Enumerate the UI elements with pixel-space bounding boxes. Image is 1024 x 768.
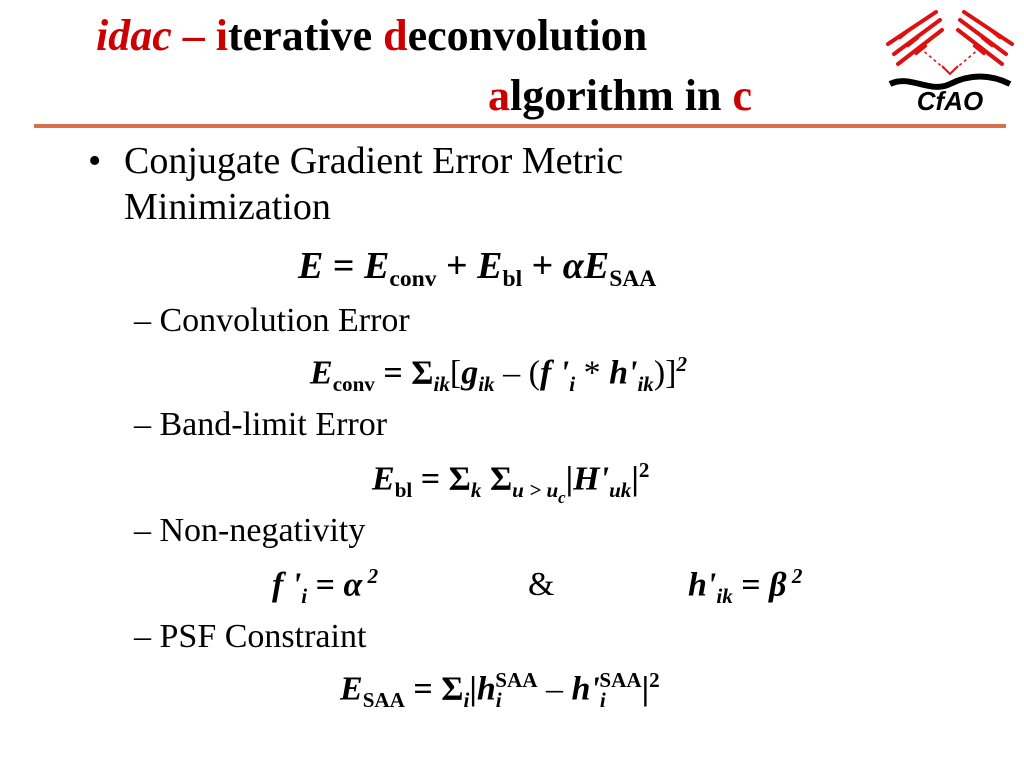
eqn-f-sub: i	[301, 584, 308, 609]
title-c-letter: c	[732, 71, 752, 120]
section-non-negativity: – Non-negativity	[134, 512, 366, 549]
eqb-sigma2: Σ	[481, 460, 513, 498]
eqc-f-sub: i	[569, 372, 576, 397]
eqn-prime: '	[283, 566, 302, 604]
eqb-H: H	[573, 460, 600, 498]
eqc-prime2: '	[628, 354, 638, 392]
title-terative: terative	[228, 11, 384, 60]
slide-title-line-2	[488, 70, 752, 121]
eqb-bar1: |	[565, 460, 574, 498]
eqs-h: h	[476, 670, 496, 708]
cfao-logo	[880, 4, 1020, 116]
eqn-h: h	[688, 566, 707, 604]
eqc-close: )]	[653, 354, 677, 392]
eq-main-E3: E	[583, 245, 610, 287]
eqb-sigma2-sub: u > u	[512, 478, 559, 503]
eqn-eq2: =	[732, 566, 770, 604]
eqb-sigma2-subsub: c	[558, 487, 566, 507]
section-convolution-error: – Convolution Error	[134, 302, 410, 339]
eqc-eq: =	[374, 354, 412, 392]
eq-main-sub-conv: conv	[389, 266, 437, 293]
eqc-g: g	[461, 354, 479, 392]
eqs-h2-sub: i	[599, 688, 606, 713]
eqn-eq1: =	[307, 566, 344, 604]
eqb-prime: '	[599, 460, 610, 498]
eqs-pow: 2	[649, 668, 660, 692]
logo-text: CfAO	[916, 86, 984, 116]
eqc-pow: 2	[676, 352, 688, 376]
eq-main-plus1: +	[436, 245, 478, 287]
equation-non-negativity-f	[272, 564, 378, 609]
eq-main-sub-bl: bl	[502, 266, 523, 293]
equation-non-negativity-h	[688, 564, 802, 609]
eqs-sigma: Σ	[441, 670, 464, 708]
eqc-prime1: '	[551, 354, 570, 392]
eqn-beta: β	[769, 566, 787, 604]
eqs-h2-sup: SAA	[599, 668, 642, 692]
eqn-pow1: 2	[362, 564, 379, 588]
eqs-minus: –	[537, 670, 572, 708]
eqb-pow: 2	[638, 458, 650, 482]
equation-band-limit	[372, 458, 649, 508]
eqc-minus: – (	[494, 354, 540, 392]
eqs-prime: '	[590, 670, 600, 708]
eqs-h-sup: SAA	[495, 668, 538, 692]
eq-main-alpha: α	[562, 245, 584, 287]
eq-main-sub-saa: SAA	[609, 266, 657, 293]
section-psf-constraint: – PSF Constraint	[134, 618, 367, 655]
title-lgorithm: lgorithm in	[510, 71, 733, 120]
eq-main-equals: =	[323, 245, 365, 287]
ampersand: &	[528, 566, 555, 603]
eqb-sigma1-sub: k	[470, 478, 482, 503]
bullet-marker: •	[88, 140, 102, 182]
eqn-pow2: 2	[786, 564, 803, 588]
eqs-h-sub: i	[495, 688, 502, 713]
eqb-sigma1: Σ	[448, 460, 471, 498]
eqc-sigma-sub: ik	[433, 372, 450, 397]
eq-main-E2: E	[477, 245, 503, 287]
eqs-h2: h	[571, 670, 591, 708]
eqc-h-sub: ik	[637, 372, 654, 397]
equation-psf-saa	[340, 668, 660, 713]
eqn-h-sub: ik	[716, 584, 733, 609]
eqc-open: [	[449, 354, 462, 392]
eqc-E: E	[310, 354, 333, 392]
eqc-h: h	[609, 354, 628, 392]
eqs-bar2: |	[641, 670, 650, 708]
eqc-star: *	[575, 354, 610, 392]
title-d-letter: d	[383, 11, 408, 60]
title-a-letter: a	[488, 71, 510, 120]
eqb-eq: =	[412, 460, 449, 498]
eqn-alpha: α	[343, 566, 363, 604]
eqc-sigma: Σ	[411, 354, 434, 392]
eqb-bar2: |	[631, 460, 639, 498]
eqc-sub: conv	[332, 372, 375, 397]
eqc-f: f	[539, 354, 552, 392]
eqb-sub: bl	[394, 478, 413, 503]
main-equation	[298, 244, 656, 293]
eqn-hprime: '	[706, 566, 717, 604]
eqs-sub: SAA	[362, 688, 405, 713]
eqs-bar1: |	[469, 670, 477, 708]
title-divider	[34, 124, 1006, 128]
equation-convolution	[310, 352, 687, 397]
eq-main-E1: E	[364, 245, 390, 287]
title-i-letter: i	[215, 11, 228, 60]
section-band-limit-error: – Band-limit Error	[134, 406, 388, 443]
eqs-E: E	[340, 670, 363, 708]
title-dash: –	[171, 11, 216, 60]
title-idac: idac	[96, 11, 172, 60]
eqs-eq: =	[404, 670, 442, 708]
eqs-sigma-sub: i	[463, 688, 470, 713]
bullet-text: Conjugate Gradient Error Metric Minimization	[124, 140, 624, 228]
eq-main-plus2: +	[522, 245, 563, 287]
eq-main-E: E	[298, 245, 324, 287]
eqc-g-sub: ik	[478, 372, 495, 397]
title-econvolution: econvolution	[407, 11, 648, 60]
slide-title-line-1	[96, 10, 647, 61]
eqn-f: f	[272, 566, 284, 604]
eqb-E: E	[372, 460, 395, 498]
eqb-H-sub: uk	[609, 478, 632, 503]
